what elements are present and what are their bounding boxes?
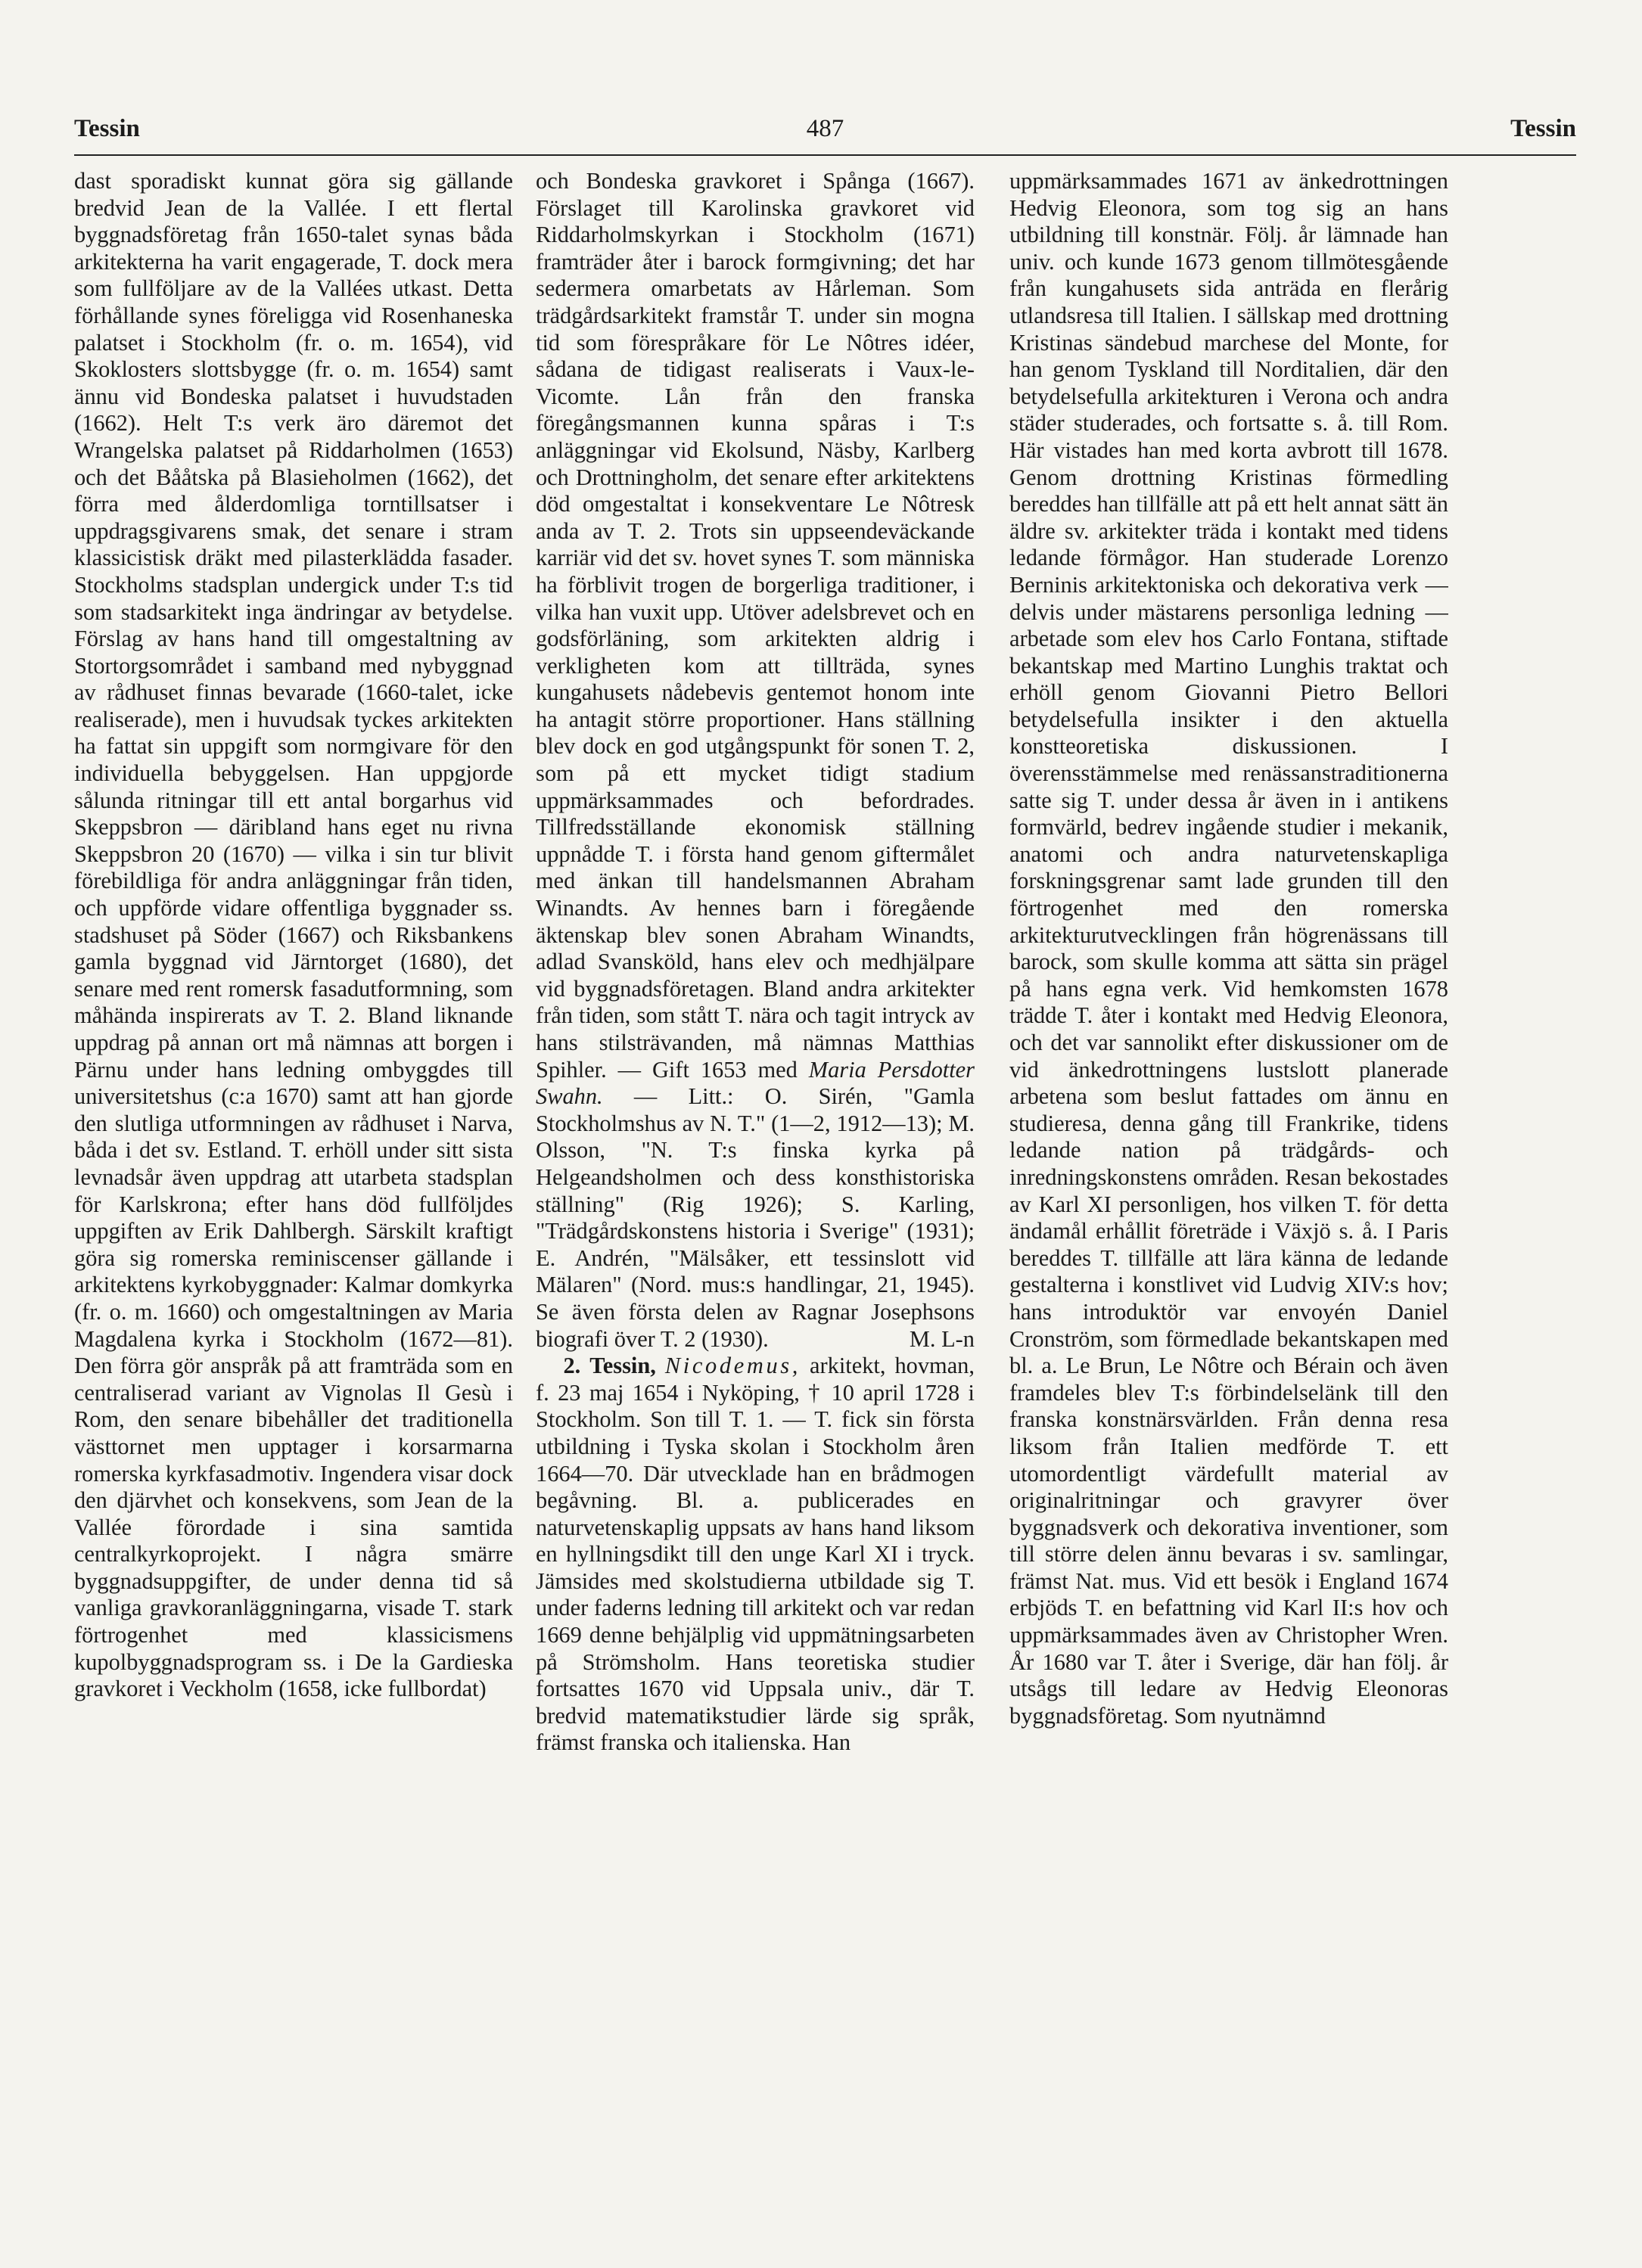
author-signature: M. L-n xyxy=(909,1325,975,1352)
entry-text: arkitekt, hovman, f. 23 maj 1654 i Nyköping, † 10 april 1728 i Stockholm. Son till T. 1. — T. fick sin första utbildning i Tyska skolan i Stockholm åren 1664—70. Där utvecklade han en brådmogen begåvning. Bl. a. publicerades en naturvetenskaplig uppsats av hans hand liksom en hyllningsdikt till den unge Karl XI i tryck. Jämsides med skolstudierna utbildade sig T. under faderns ledning till arkitekt och var redan 1669 denne behjälplig vid uppmätningsarbeten på Strömsholm. Hans teoretiska studier fortsattes 1670 vid Uppsala univ., där T. bredvid matematikstudier lärde sig språk, främst franska och italienska. Han xyxy=(536,1353,975,1756)
entry-surname: Tessin, xyxy=(589,1353,656,1379)
column-2-paragraph-1 xyxy=(536,168,975,1353)
column-2-text-a: och Bondeska gravkoret i Spånga (1667). Förslaget till Karolinska gravkoret vid Riddarholmskyrkan i Stockholm (1671) framträder åter i barock formgivning; det har sedermera omarbetats av Hårleman. Som trädgårdsarkitekt framstår T. under sin mogna tid som förespråkare för Le Nôtres idéer, sådana de tidigast realiserats i Vaux-le-Vicomte. Lån från den franska föregångsmannen kunna spåras i T:s anläggningar vid Ekolsund, Näsby, Karlberg och Drottningholm, det senare efter arkitektens död omgestaltat i konsekventare Le Nôtresk anda av T. 2. Trots sin uppseendeväckande karriär vid det sv. hovet synes T. som människa ha förblivit trogen de borgerliga traditioner, i vilka han vuxit upp. Utöver adelsbrevet och en godsförläning, som arkitekten aldrig i verkligheten kom att tillträda, synes kungahusets nådebevis gentemot honom inte ha antagit större proportioner. Hans ställning blev dock en god utgångspunkt för sonen T. 2, som på ett mycket tidigt stadium uppmärksammades och befordrades. Tillfredsställande ekonomisk ställning uppnådde T. i första hand genom giftermålet med änkan till handelsmannen Abraham Winandts. Av hennes barn i föregående äktenskap blev sonen Abraham Winandts, adlad Svansköld, hans elev och medhjälpare vid byggnadsföretagen. Bland andra arkitekter från tiden, som stått T. nära och tagit intryck av hans stilsträvanden, må nämnas Matthias Spihler. — Gift 1653 med xyxy=(536,168,975,1083)
header-rule xyxy=(74,154,1576,156)
column-2-paragraph-2 xyxy=(536,1353,975,1757)
running-head-left: Tessin xyxy=(74,115,140,142)
column-2 xyxy=(536,168,975,2074)
running-header xyxy=(74,115,1576,151)
running-head-right: Tessin xyxy=(1510,115,1576,142)
entry-number: 2. xyxy=(563,1353,581,1379)
column-1-text: dast sporadiskt kunnat göra sig gällande bredvid Jean de la Vallée. I ett flertal byggnadsföretag från 1650-talet synas båda arkitekterna ha varit engagerade, T. dock mera som fullföljare av de la Vallées utkast. Detta förhållande synes föreligga vid Rosenhaneska palatset i Stockholm (fr. o. m. 1654), vid Skoklosters slottsbygge (fr. o. m. 1654) samt ännu vid Bondeska palatset i huvudstaden (1662). Helt T:s verk äro däremot det Wrangelska palatset på Riddarholmen (1653) och det Bååtska på Blasieholmen (1662), det förra med ålderdomliga torntillsatser i uppdragsgivarens smak, det senare i stram klassicistisk dräkt med pilasterklädda fasader. Stockholms stadsplan undergick under T:s tid som stadsarkitekt inga ändringar av betydelse. Förslag av hans hand till omgestaltning av Stortorgsområdet i samband med nybyggnad av rådhuset finnas bevarade (1660-talet, icke realiserade), men i huvudsak tyckes arkitekten ha fattat sin uppgift som normgivare för den individuella bebyggelsen. Han uppgjorde sålunda ritningar till ett antal borgarhus vid Skeppsbron — däribland hans eget nu rivna Skeppsbron 20 (1670) — vilka i sin tur blivit förebildliga för andra anläggningar från tiden, och uppförde vidare offentliga byggnader ss. stadshuset på Söder (1667) och Riksbankens gamla byggnad vid Järntorget (1680), det senare med rent romersk fasadutformning, som måhända inspirerats av T. 2. Bland liknande uppdrag på annan ort må nämnas att borgen i Pärnu under hans ledning ombyggdes till universitetshus (c:a 1670) samt att han gjorde den slutliga utformningen av rådhuset i Narva, båda i det sv. Estland. T. erhöll under sitt sista levnadsår även uppdrag att utarbeta stadsplan för Karlskrona; efter hans död fullföljdes uppgiften av Erik Dahlbergh. Särskilt kraftigt göra sig romerska reminiscenser gällande i arkitektens kyrkobyggnader: Kalmar domkyrka (fr. o. m. 1660) och omgestaltningen av Maria Magdalena kyrka i Stockholm (1672—81). Den förra gör anspråk på att framträda som en centraliserad variant av Vignolas Il Gesù i Rom, den senare bibehåller det traditionella västtornet men upptager i korsarmarna romerska kyrkfasadmotiv. Ingendera visar dock den djärvhet och konsekvens, som Jean de la Vallée förordade i sina samtida centralkyrkoprojekt. I några smärre byggnadsuppgifter, de under denna tid så vanliga gravkoranläggningarna, visade T. stark förtrogenhet med klassicismens kupolbyggnadsprogram ss. i De la Gardieska gravkoret i Veckholm (1658, icke fullbordat) xyxy=(74,168,513,1702)
wife-name: Maria Persdotter Swahn. xyxy=(536,1056,975,1110)
page-number: 487 xyxy=(806,115,844,142)
entry-given-name: Nicodemus, xyxy=(664,1353,801,1379)
column-2-text-b: — Litt.: O. Sirén, "Gamla Stockholmshus av N. T." (1—2, 1912—13); M. Olsson, "N. T:s finska kyrka på Helgeandsholmen och dess konsthistoriska ställning" (Rig 1926); S. Karling, "Trädgårdskonstens historia i Sverige" (1931); E. Andrén, "Mälsåker, ett tessinslott vid Mälaren" (Nord. mus:s handlingar, 21, 1945). Se även första delen av Ragnar Josephsons biografi över T. 2 (1930). xyxy=(536,1083,975,1352)
column-3 xyxy=(1009,168,1448,2074)
column-1 xyxy=(74,168,513,2074)
column-3-text: uppmärksammades 1671 av änkedrottningen Hedvig Eleonora, som tog sig an hans utbildning till konstnär. Följ. år lämnade han univ. och kunde 1673 genom tillmötesgående från kungahusets sida anträda en flerårig utlandsresa till Italien. I sällskap med drottning Kristinas sändebud marchese del Monte, for han genom Tyskland till Norditalien, där den betydelsefulla arkitekturen i Verona och andra städer studerades, och fortsatte s. å. till Rom. Här vistades han med korta avbrott till 1678. Genom drottning Kristinas förmedling bereddes han tillfälle att på ett helt annat sätt än äldre sv. arkitekter träda i kontakt med tidens ledande förmågor. Han studerade Lorenzo Berninis arkitektoniska och dekorativa verk — delvis under mästarens personliga ledning — arbetade som elev hos Carlo Fontana, stiftade bekantskap med Martino Lunghis traktat och erhöll genom Giovanni Pietro Bellori betydelsefulla insikter i den aktuella konstteoretiska diskussionen. I överensstämmelse med renässanstraditionerna satte sig T. under dessa år även in i antikens formvärld, bedrev ingående studier i mekanik, anatomi och andra naturvetenskapliga forskningsgrenar samt lade grunden till den förtrogenhet med den romerska arkitekturutvecklingen från högrenässans till barock, som skulle komma att sätta sin prägel på hans egna verk. Vid hemkomsten 1678 trädde T. åter i kontakt med Hedvig Eleonora, och det var sannolikt efter diskussioner om de vid änkedrottningens lustslott planerade arbetena som beslut fattades om ännu en studieresa, denna gång till Frankrike, tidens ledande nation på trädgårds- och inredningskonstens områden. Resan bekostades av Karl XI personligen, hos vilken T. för detta ändamål erhållit företräde i Växjö s. å. I Paris bereddes T. tillfälle att lära känna de ledande gestalterna i konstlivet vid Ludvig XIV:s hov; hans introduktör var envoyén Daniel Cronström, som förmedlade bekantskapen med bl. a. Le Brun, Le Nôtre och Bérain och även framdeles blev T:s förbindelselänk till den franska konstnärsvärlden. Från denna resa liksom från Italien medförde T. ett utomordentligt värdefullt material av originalritningar och gravyrer över byggnadsverk och dekorativa inventioner, som till större delen ännu bevaras i sv. samlingar, främst Nat. mus. Vid ett besök i England 1674 erbjöds T. en befattning vid Karl II:s hov och uppmärksammades även av Christopher Wren. År 1680 var T. åter i Sverige, där han följ. år utsågs till ledare av Hedvig Eleonoras byggnadsföretag. Som nyutnämnd xyxy=(1009,168,1448,1729)
